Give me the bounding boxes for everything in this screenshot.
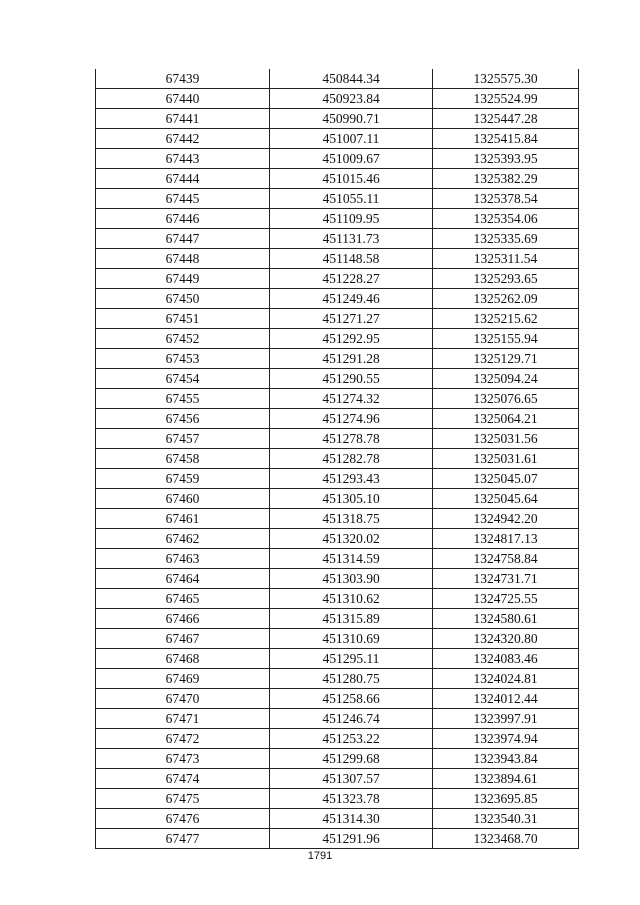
y-coordinate-cell: 1324320.80 bbox=[433, 629, 579, 649]
table-row bbox=[96, 369, 579, 389]
x-coordinate-cell: 450923.84 bbox=[270, 89, 433, 109]
x-coordinate-cell: 451249.46 bbox=[270, 289, 433, 309]
point-id-cell: 67474 bbox=[96, 769, 270, 789]
x-coordinate-cell: 451307.57 bbox=[270, 769, 433, 789]
point-id-cell: 67447 bbox=[96, 229, 270, 249]
table-row bbox=[96, 449, 579, 469]
y-coordinate-cell: 1324817.13 bbox=[433, 529, 579, 549]
point-id-cell: 67453 bbox=[96, 349, 270, 369]
point-id-cell: 67460 bbox=[96, 489, 270, 509]
table-row bbox=[96, 129, 579, 149]
point-id-cell: 67475 bbox=[96, 789, 270, 809]
point-id-cell: 67467 bbox=[96, 629, 270, 649]
table-row bbox=[96, 189, 579, 209]
table-row bbox=[96, 249, 579, 269]
table-row bbox=[96, 209, 579, 229]
y-coordinate-cell: 1323468.70 bbox=[433, 829, 579, 849]
y-coordinate-cell: 1325575.30 bbox=[433, 69, 579, 89]
y-coordinate-cell: 1324083.46 bbox=[433, 649, 579, 669]
table-row bbox=[96, 549, 579, 569]
y-coordinate-cell: 1325335.69 bbox=[433, 229, 579, 249]
x-coordinate-cell: 451131.73 bbox=[270, 229, 433, 249]
point-id-cell: 67473 bbox=[96, 749, 270, 769]
x-coordinate-cell: 451109.95 bbox=[270, 209, 433, 229]
x-coordinate-cell: 450990.71 bbox=[270, 109, 433, 129]
point-id-cell: 67439 bbox=[96, 69, 270, 89]
x-coordinate-cell: 451009.67 bbox=[270, 149, 433, 169]
y-coordinate-cell: 1325129.71 bbox=[433, 349, 579, 369]
y-coordinate-cell: 1325031.61 bbox=[433, 449, 579, 469]
y-coordinate-cell: 1323997.91 bbox=[433, 709, 579, 729]
y-coordinate-cell: 1323974.94 bbox=[433, 729, 579, 749]
point-id-cell: 67463 bbox=[96, 549, 270, 569]
x-coordinate-cell: 451258.66 bbox=[270, 689, 433, 709]
table-row bbox=[96, 609, 579, 629]
x-coordinate-cell: 451310.62 bbox=[270, 589, 433, 609]
table-row bbox=[96, 389, 579, 409]
table-row bbox=[96, 809, 579, 829]
y-coordinate-cell: 1323695.85 bbox=[433, 789, 579, 809]
y-coordinate-cell: 1325094.24 bbox=[433, 369, 579, 389]
x-coordinate-cell: 451310.69 bbox=[270, 629, 433, 649]
table-row bbox=[96, 589, 579, 609]
y-coordinate-cell: 1325064.21 bbox=[433, 409, 579, 429]
point-id-cell: 67448 bbox=[96, 249, 270, 269]
point-id-cell: 67477 bbox=[96, 829, 270, 849]
point-id-cell: 67442 bbox=[96, 129, 270, 149]
point-id-cell: 67452 bbox=[96, 329, 270, 349]
x-coordinate-cell: 451228.27 bbox=[270, 269, 433, 289]
y-coordinate-cell: 1324012.44 bbox=[433, 689, 579, 709]
point-id-cell: 67469 bbox=[96, 669, 270, 689]
table-row bbox=[96, 349, 579, 369]
x-coordinate-cell: 451323.78 bbox=[270, 789, 433, 809]
point-id-cell: 67461 bbox=[96, 509, 270, 529]
table-row bbox=[96, 829, 579, 849]
y-coordinate-cell: 1324024.81 bbox=[433, 669, 579, 689]
x-coordinate-cell: 451290.55 bbox=[270, 369, 433, 389]
x-coordinate-cell: 451280.75 bbox=[270, 669, 433, 689]
x-coordinate-cell: 451253.22 bbox=[270, 729, 433, 749]
table-row bbox=[96, 329, 579, 349]
y-coordinate-cell: 1325447.28 bbox=[433, 109, 579, 129]
x-coordinate-cell: 451291.28 bbox=[270, 349, 433, 369]
point-id-cell: 67449 bbox=[96, 269, 270, 289]
x-coordinate-cell: 451007.11 bbox=[270, 129, 433, 149]
y-coordinate-cell: 1325524.99 bbox=[433, 89, 579, 109]
x-coordinate-cell: 451015.46 bbox=[270, 169, 433, 189]
point-id-cell: 67471 bbox=[96, 709, 270, 729]
table-row bbox=[96, 689, 579, 709]
table-row bbox=[96, 789, 579, 809]
y-coordinate-cell: 1325031.56 bbox=[433, 429, 579, 449]
point-id-cell: 67459 bbox=[96, 469, 270, 489]
y-coordinate-cell: 1325076.65 bbox=[433, 389, 579, 409]
y-coordinate-cell: 1324725.55 bbox=[433, 589, 579, 609]
table-row bbox=[96, 429, 579, 449]
point-id-cell: 67456 bbox=[96, 409, 270, 429]
table-row bbox=[96, 489, 579, 509]
y-coordinate-cell: 1324758.84 bbox=[433, 549, 579, 569]
point-id-cell: 67466 bbox=[96, 609, 270, 629]
x-coordinate-cell: 451314.30 bbox=[270, 809, 433, 829]
point-id-cell: 67455 bbox=[96, 389, 270, 409]
table-row bbox=[96, 749, 579, 769]
x-coordinate-cell: 451282.78 bbox=[270, 449, 433, 469]
point-id-cell: 67468 bbox=[96, 649, 270, 669]
x-coordinate-cell: 450844.34 bbox=[270, 69, 433, 89]
table-row bbox=[96, 109, 579, 129]
point-id-cell: 67451 bbox=[96, 309, 270, 329]
y-coordinate-cell: 1325415.84 bbox=[433, 129, 579, 149]
table-row bbox=[96, 469, 579, 489]
point-id-cell: 67441 bbox=[96, 109, 270, 129]
x-coordinate-cell: 451303.90 bbox=[270, 569, 433, 589]
x-coordinate-cell: 451299.68 bbox=[270, 749, 433, 769]
point-id-cell: 67462 bbox=[96, 529, 270, 549]
y-coordinate-cell: 1325293.65 bbox=[433, 269, 579, 289]
table-row bbox=[96, 709, 579, 729]
table-row bbox=[96, 169, 579, 189]
point-id-cell: 67450 bbox=[96, 289, 270, 309]
y-coordinate-cell: 1325393.95 bbox=[433, 149, 579, 169]
point-id-cell: 67445 bbox=[96, 189, 270, 209]
x-coordinate-cell: 451320.02 bbox=[270, 529, 433, 549]
x-coordinate-cell: 451274.96 bbox=[270, 409, 433, 429]
x-coordinate-cell: 451292.95 bbox=[270, 329, 433, 349]
table-row bbox=[96, 229, 579, 249]
y-coordinate-cell: 1325155.94 bbox=[433, 329, 579, 349]
x-coordinate-cell: 451305.10 bbox=[270, 489, 433, 509]
page-number: 1791 bbox=[307, 850, 333, 862]
table-row bbox=[96, 409, 579, 429]
point-id-cell: 67446 bbox=[96, 209, 270, 229]
point-id-cell: 67464 bbox=[96, 569, 270, 589]
table-row bbox=[96, 649, 579, 669]
x-coordinate-cell: 451293.43 bbox=[270, 469, 433, 489]
y-coordinate-cell: 1324731.71 bbox=[433, 569, 579, 589]
table-row bbox=[96, 569, 579, 589]
table-row bbox=[96, 529, 579, 549]
x-coordinate-cell: 451278.78 bbox=[270, 429, 433, 449]
x-coordinate-cell: 451246.74 bbox=[270, 709, 433, 729]
point-id-cell: 67476 bbox=[96, 809, 270, 829]
point-id-cell: 67465 bbox=[96, 589, 270, 609]
x-coordinate-cell: 451318.75 bbox=[270, 509, 433, 529]
y-coordinate-cell: 1323894.61 bbox=[433, 769, 579, 789]
y-coordinate-cell: 1325354.06 bbox=[433, 209, 579, 229]
point-id-cell: 67454 bbox=[96, 369, 270, 389]
y-coordinate-cell: 1325311.54 bbox=[433, 249, 579, 269]
table-row bbox=[96, 289, 579, 309]
table-row bbox=[96, 89, 579, 109]
y-coordinate-cell: 1325262.09 bbox=[433, 289, 579, 309]
x-coordinate-cell: 451055.11 bbox=[270, 189, 433, 209]
point-id-cell: 67470 bbox=[96, 689, 270, 709]
point-id-cell: 67457 bbox=[96, 429, 270, 449]
coordinate-table-body bbox=[96, 69, 579, 849]
table-row bbox=[96, 309, 579, 329]
x-coordinate-cell: 451271.27 bbox=[270, 309, 433, 329]
coordinate-table bbox=[95, 69, 579, 849]
x-coordinate-cell: 451295.11 bbox=[270, 649, 433, 669]
table-row bbox=[96, 509, 579, 529]
table-row bbox=[96, 769, 579, 789]
y-coordinate-cell: 1323540.31 bbox=[433, 809, 579, 829]
point-id-cell: 67458 bbox=[96, 449, 270, 469]
x-coordinate-cell: 451315.89 bbox=[270, 609, 433, 629]
table-row bbox=[96, 149, 579, 169]
point-id-cell: 67472 bbox=[96, 729, 270, 749]
x-coordinate-cell: 451148.58 bbox=[270, 249, 433, 269]
y-coordinate-cell: 1325045.64 bbox=[433, 489, 579, 509]
y-coordinate-cell: 1323943.84 bbox=[433, 749, 579, 769]
y-coordinate-cell: 1324942.20 bbox=[433, 509, 579, 529]
table-row bbox=[96, 69, 579, 89]
point-id-cell: 67444 bbox=[96, 169, 270, 189]
point-id-cell: 67443 bbox=[96, 149, 270, 169]
x-coordinate-cell: 451291.96 bbox=[270, 829, 433, 849]
y-coordinate-cell: 1325382.29 bbox=[433, 169, 579, 189]
table-row bbox=[96, 629, 579, 649]
table-row bbox=[96, 269, 579, 289]
y-coordinate-cell: 1325045.07 bbox=[433, 469, 579, 489]
x-coordinate-cell: 451274.32 bbox=[270, 389, 433, 409]
y-coordinate-cell: 1324580.61 bbox=[433, 609, 579, 629]
y-coordinate-cell: 1325378.54 bbox=[433, 189, 579, 209]
x-coordinate-cell: 451314.59 bbox=[270, 549, 433, 569]
y-coordinate-cell: 1325215.62 bbox=[433, 309, 579, 329]
table-row bbox=[96, 669, 579, 689]
table-row bbox=[96, 729, 579, 749]
point-id-cell: 67440 bbox=[96, 89, 270, 109]
